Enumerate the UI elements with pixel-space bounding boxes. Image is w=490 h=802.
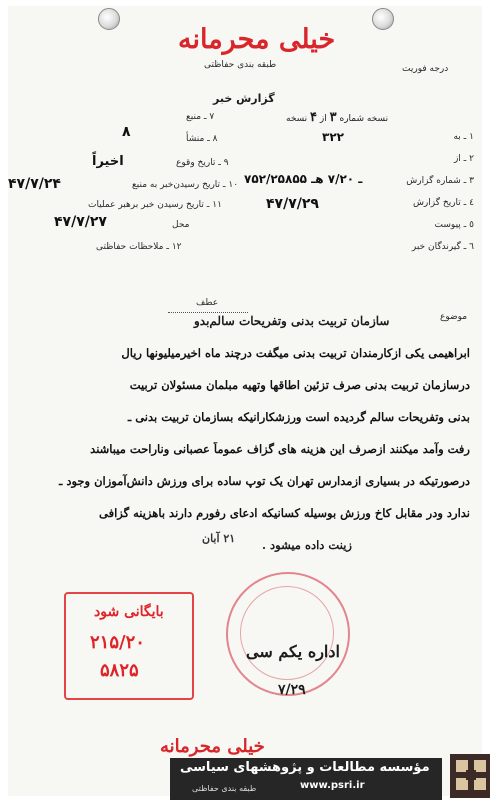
field-label-source-date: ۱۰ ـ تاریخ رسیدن‌خبر به منبع <box>132 180 239 190</box>
subject-label: موضوع <box>440 312 468 322</box>
copy-number: ۳ <box>329 110 337 125</box>
copy-suffix: نسخه <box>286 114 308 124</box>
reference-label: عطف <box>196 298 219 308</box>
signature: اداره یکم سی <box>246 642 340 661</box>
subject-value: سازمان تربیت بدنی وتفریحات سالم‌بدو <box>194 314 390 328</box>
body-line-3: بدنی وتفریحات سالم گردیده است ورزشکارانیکه بسازمان تربیت بدنی ـ <box>127 410 470 424</box>
copy-prefix: نسخه شماره <box>339 114 389 124</box>
footer-classification-title: خیلی محرمانه <box>160 736 265 757</box>
field-label-attachment: ٥ ـ پیوست <box>434 220 474 230</box>
field-value-occurrence-date: اخیراً <box>92 154 124 169</box>
copy-total: ۴ <box>310 110 318 125</box>
field-label-source: ۷ ـ منبع <box>186 112 215 122</box>
report-title: گزارش خبر <box>213 92 275 105</box>
punch-hole-right <box>372 8 394 30</box>
institute-logo-icon <box>450 754 490 798</box>
footer-institute-name: مؤسسه مطالعات و پژوهشهای سیاسی <box>180 760 430 775</box>
field-value-source-date: ۴۷/۷/۲۴ <box>8 176 61 192</box>
classification-label: طبقه بندی حفاظتی <box>204 60 277 70</box>
footer-url: www.psri.ir <box>300 780 365 791</box>
field-label-from: ۲ ـ از <box>453 154 474 164</box>
punch-hole-left <box>98 8 120 30</box>
field-value-place: ۴۷/۷/۲۷ <box>54 214 107 230</box>
circular-seal-inner <box>240 586 334 680</box>
field-label-recipients: ٦ ـ گیرندگان خبر <box>411 242 474 252</box>
archive-stamp-text: بایگانی شود <box>94 604 164 620</box>
field-value-report-date: ۴۷/۷/۲۹ <box>266 196 319 212</box>
archive-number-1: ۲۱۵/۲۰ <box>90 632 145 653</box>
document-page <box>8 6 482 796</box>
footer-classification-label: طبقه بندی حفاظتی <box>192 784 257 793</box>
body-line-4: رفت وآمد میکنند ازصرف این هزینه های گزاف عموماً عصبانی وناراحت میباشند <box>90 442 470 456</box>
copy-line <box>286 110 388 125</box>
classification-title: خیلی محرمانه <box>178 24 336 55</box>
field-label-place: محل <box>172 220 190 230</box>
priority-label: درجه فوریت <box>402 64 449 74</box>
field-label-occurrence-date: ۹ ـ تاریخ وقوع <box>176 158 229 168</box>
body-line-5: درصورتیکه در بسیاری ازمدارس تهران یک توپ ساده برای ورزش دانش‌آموزان وجود ـ <box>59 474 470 488</box>
field-value-report-number: ۷۵۲/۲۵۸۵۵ ـ ۷/۲۰ هـ <box>244 172 363 186</box>
field-label-to: ۱ ـ به <box>453 132 474 142</box>
copy-from: از <box>319 114 327 124</box>
field-label-ops-date: ۱۱ ـ تاریخ رسیدن خبر برهبر عملیات <box>88 200 222 210</box>
signature-date: ۷/۲۹ <box>278 682 306 698</box>
reference-underline <box>168 312 248 313</box>
field-label-report-date: ٤ ـ تاریخ گزارش <box>412 198 474 208</box>
body-line-7: زینت داده میشود . <box>262 538 352 552</box>
field-label-origin: ۸ ـ منشأ <box>186 134 218 144</box>
field-value-to: ۳۲۲ <box>322 130 344 144</box>
field-label-report-number: ۳ ـ شماره گزارش <box>406 176 474 186</box>
archive-number-2: ۵۸۲۵ <box>100 660 139 681</box>
body-line-2: درسازمان تربیت بدنی صرف تزئین اطاقها وتهیه مبلمان مسئولان تربیت <box>129 378 470 392</box>
field-value-origin: ۸ <box>122 124 131 140</box>
field-label-security-notes: ۱۲ ـ ملاحظات حفاظتی <box>96 242 182 252</box>
body-line-1: ابراهیمی یکی ازکارمندان تربیت بدنی میگفت درچند ماه اخیرمیلیونها ریال <box>121 346 470 360</box>
margin-note: ۲۱ آبان <box>202 532 236 545</box>
body-line-6: ندارد ودر مقابل کاخ ورزش بوسیله کسانیکه ادعای رفورم دارند باهزینه گزافی <box>98 506 470 520</box>
